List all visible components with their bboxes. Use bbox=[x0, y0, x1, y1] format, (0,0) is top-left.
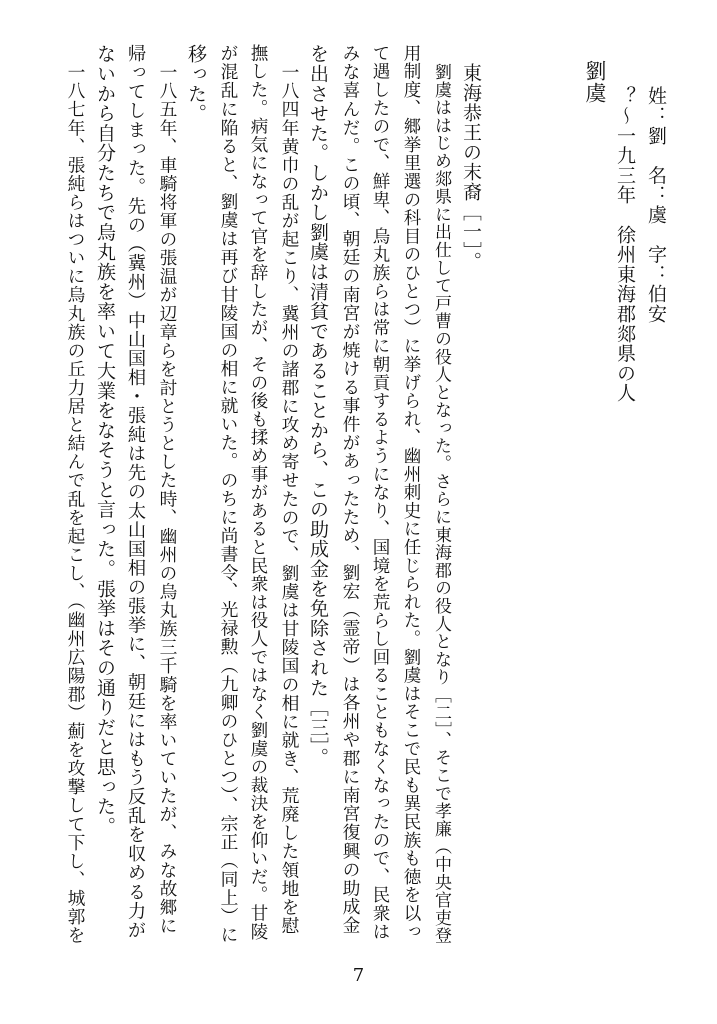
body-line-5: みな喜んだ。この頃、朝廷の南宮が焼ける事件があったため、劉宏（霊帝）は各州や郡に南宮復興の助成金 bbox=[340, 44, 360, 935]
body-line-14: 一八七年、張純らはついに烏丸族の丘力居と結んで乱を起こし、（幽州広陽郡）薊を攻撃して下し、城郭を bbox=[65, 63, 85, 945]
body-line-6: を出させた。しかし劉虞は清貧であることから、この助成金を免除された［三］。 bbox=[307, 44, 329, 768]
body-line-1: 東海恭王の末裔［一］。 bbox=[460, 63, 482, 272]
body-line-3: 用制度、郷挙里選の科目のひとつ）に挙げられ、幽州刺史に任じられた。劉虞はそこで民も異民族も徳を以っ bbox=[401, 44, 421, 941]
body-line-10: 移った。 bbox=[185, 44, 207, 124]
body-line-12: 帰ってしまった。先の（冀州）中山国相・張純は先の太山国相の張挙に、朝廷にはもう反乱を収める力が bbox=[125, 44, 146, 940]
entry-title: 劉虞 bbox=[583, 60, 607, 104]
body-line-11: 一八五年、車騎将軍の張温が辺章らを討とうとした時、幽州の烏丸族三千騎を率いていたが、みな故郷に bbox=[157, 63, 177, 935]
entry-dates-origin: ？～一九三年 徐州東海郡郯県の人 bbox=[614, 86, 636, 403]
body-line-9: が混乱に陥ると、劉虞は再び甘陵国の相に就いた。のちに尚書令、光禄勲（九卿のひとつ）、宗正（同上）に bbox=[218, 44, 238, 945]
body-line-8: 撫した。病気になって官を辞したが、その後も揉め事があると民衆は役人ではなく劉虞の裁決を仰いだ。甘陵 bbox=[248, 44, 268, 941]
entry-names: 姓：劉 名：虞 字：伯安 bbox=[645, 86, 667, 324]
body-line-7: 一八四年黄巾の乱が起こり、冀州の諸郡に攻め寄せたので、劉虞は甘陵国の相に就き、荒廃した領地を慰 bbox=[279, 63, 299, 935]
body-line-4: て遇したので、鮮卑、烏丸族らは常に朝貢するようになり、国境を荒らし回ることもなくなったので、民衆は bbox=[370, 44, 390, 941]
body-line-2: 劉虞ははじめ郯県に出仕して戸曹の役人となった。さらに東海郡の役人となり［二］、そこで孝廉（中央官吏登 bbox=[431, 63, 451, 945]
body-line-13: ないから自分たちで烏丸族を率いて大業をなそうと言った。張挙はその通りだと思った。 bbox=[94, 44, 116, 836]
page-number: 7 bbox=[352, 965, 365, 986]
